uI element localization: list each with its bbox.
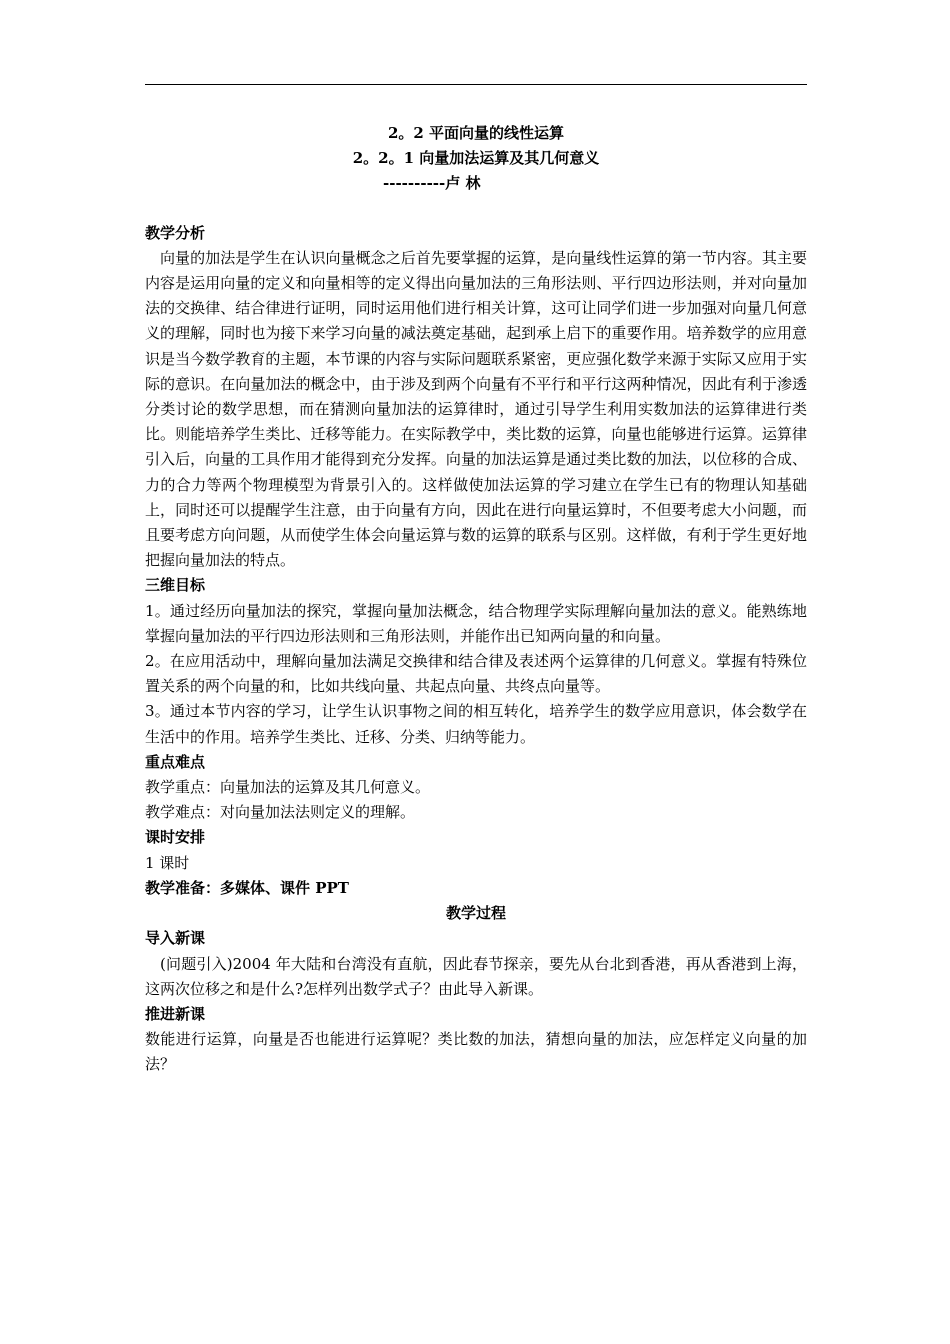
goal-item: 1。通过经历向量加法的探究，掌握向量加法概念，结合物理学实际理解向量加法的意义。能熟练地掌握向量加法的平行四边形法则和三角形法则，并能作出已知两向量的和向量。 <box>145 601 807 645</box>
page-title: 2。2 平面向量的线性运算 <box>387 124 565 142</box>
difficulty-text: 教学难点：对向量加法法则定义的理解。 <box>145 803 416 822</box>
advance-heading: 推进新课 <box>145 1004 206 1023</box>
intro-text: (问题引入)2004 年大陆和台湾没有直航，因此春节探亲，要先从台北到香港，再从香港到上海，这两次位移之和是什么?怎样列出数学式子？由此导入新课。 <box>145 954 807 998</box>
author-line: ----------卢 林 <box>383 174 481 193</box>
goal-item: 2。在应用活动中，理解向量加法满足交换律和结合律及表述两个运算律的几何意义。掌握有特殊位置关系的两个向量的和，比如共线向量、共起点向量、共终点向量等。 <box>145 652 807 696</box>
key-points-heading: 重点难点 <box>145 752 206 771</box>
focus-text: 教学重点：向量加法的运算及其几何意义。 <box>145 778 431 797</box>
page-subtitle: 2。2。1 向量加法运算及其几何意义 <box>352 149 600 168</box>
goals-heading: 三维目标 <box>145 576 206 595</box>
spacer <box>145 197 807 221</box>
analysis-heading: 教学分析 <box>145 223 206 242</box>
schedule-value: 1 课时 <box>145 853 190 872</box>
schedule-heading: 课时安排 <box>145 828 206 847</box>
analysis-text: 向量的加法是学生在认识向量概念之后首先要掌握的运算，是向量线性运算的第一节内容。其主要内容是运用向量的定义和向量相等的定义得出向量加法的三角形法则、平行四边形法则，并对向量加法的交换律、结合律进行证明，同时运用他们进行相关计算，这可让同学们进一步加强对向量几何意义的理解，同时也为接下来学习向量的减法奠定基础，起到承上启下的重要作用。培养数学的应用意识是当今数学教育的主题，本节课的内容与实际问题联系紧密，更应强化数学来源于实际又应用于实际的意识。在向量加法的概念中，由于涉及到两个向量有不平行和平行这两种情况，因此有利于渗透分类讨论的数学思想，而在猜测向量加法的运算律时，通过引导学生利用实数加法的运算律进行类比。则能培养学生类比、迁移等能力。在实际教学中，类比数的运算，向量也能够进行运算。运算律引入后，向量的工具作用才能得到充分发挥。向量的加法运算是通过类比数的加法，以位移的合成、力的合力等两个物理模型为背景引入的。这样做使加法运算的学习建立在学生已有的物理认知基础上，同时还可以提醒学生注意，由于向量有方向，因此在进行向量运算时，不但要考虑大小问题，而且要考虑方向问题，从而使学生体会向量运算与数的运算的联系与区别。这样做，有利于学生更好地把握向量加法的特点。 <box>145 248 807 570</box>
intro-heading: 导入新课 <box>145 929 206 948</box>
advance-text: 数能进行运算，向量是否也能进行运算呢？类比数的加法，猜想向量的加法，应怎样定义向量的加法？ <box>145 1030 807 1074</box>
process-title: 教学过程 <box>445 904 506 923</box>
preparation-line: 教学准备：多媒体、课件 PPT <box>145 878 349 897</box>
document-body <box>145 121 807 1078</box>
goal-item: 3。通过本节内容的学习，让学生认识事物之间的相互转化，培养学生的数学应用意识，体会数学在生活中的作用。培养学生类比、迁移、分类、归纳等能力。 <box>145 702 807 746</box>
header-rule <box>145 84 807 85</box>
